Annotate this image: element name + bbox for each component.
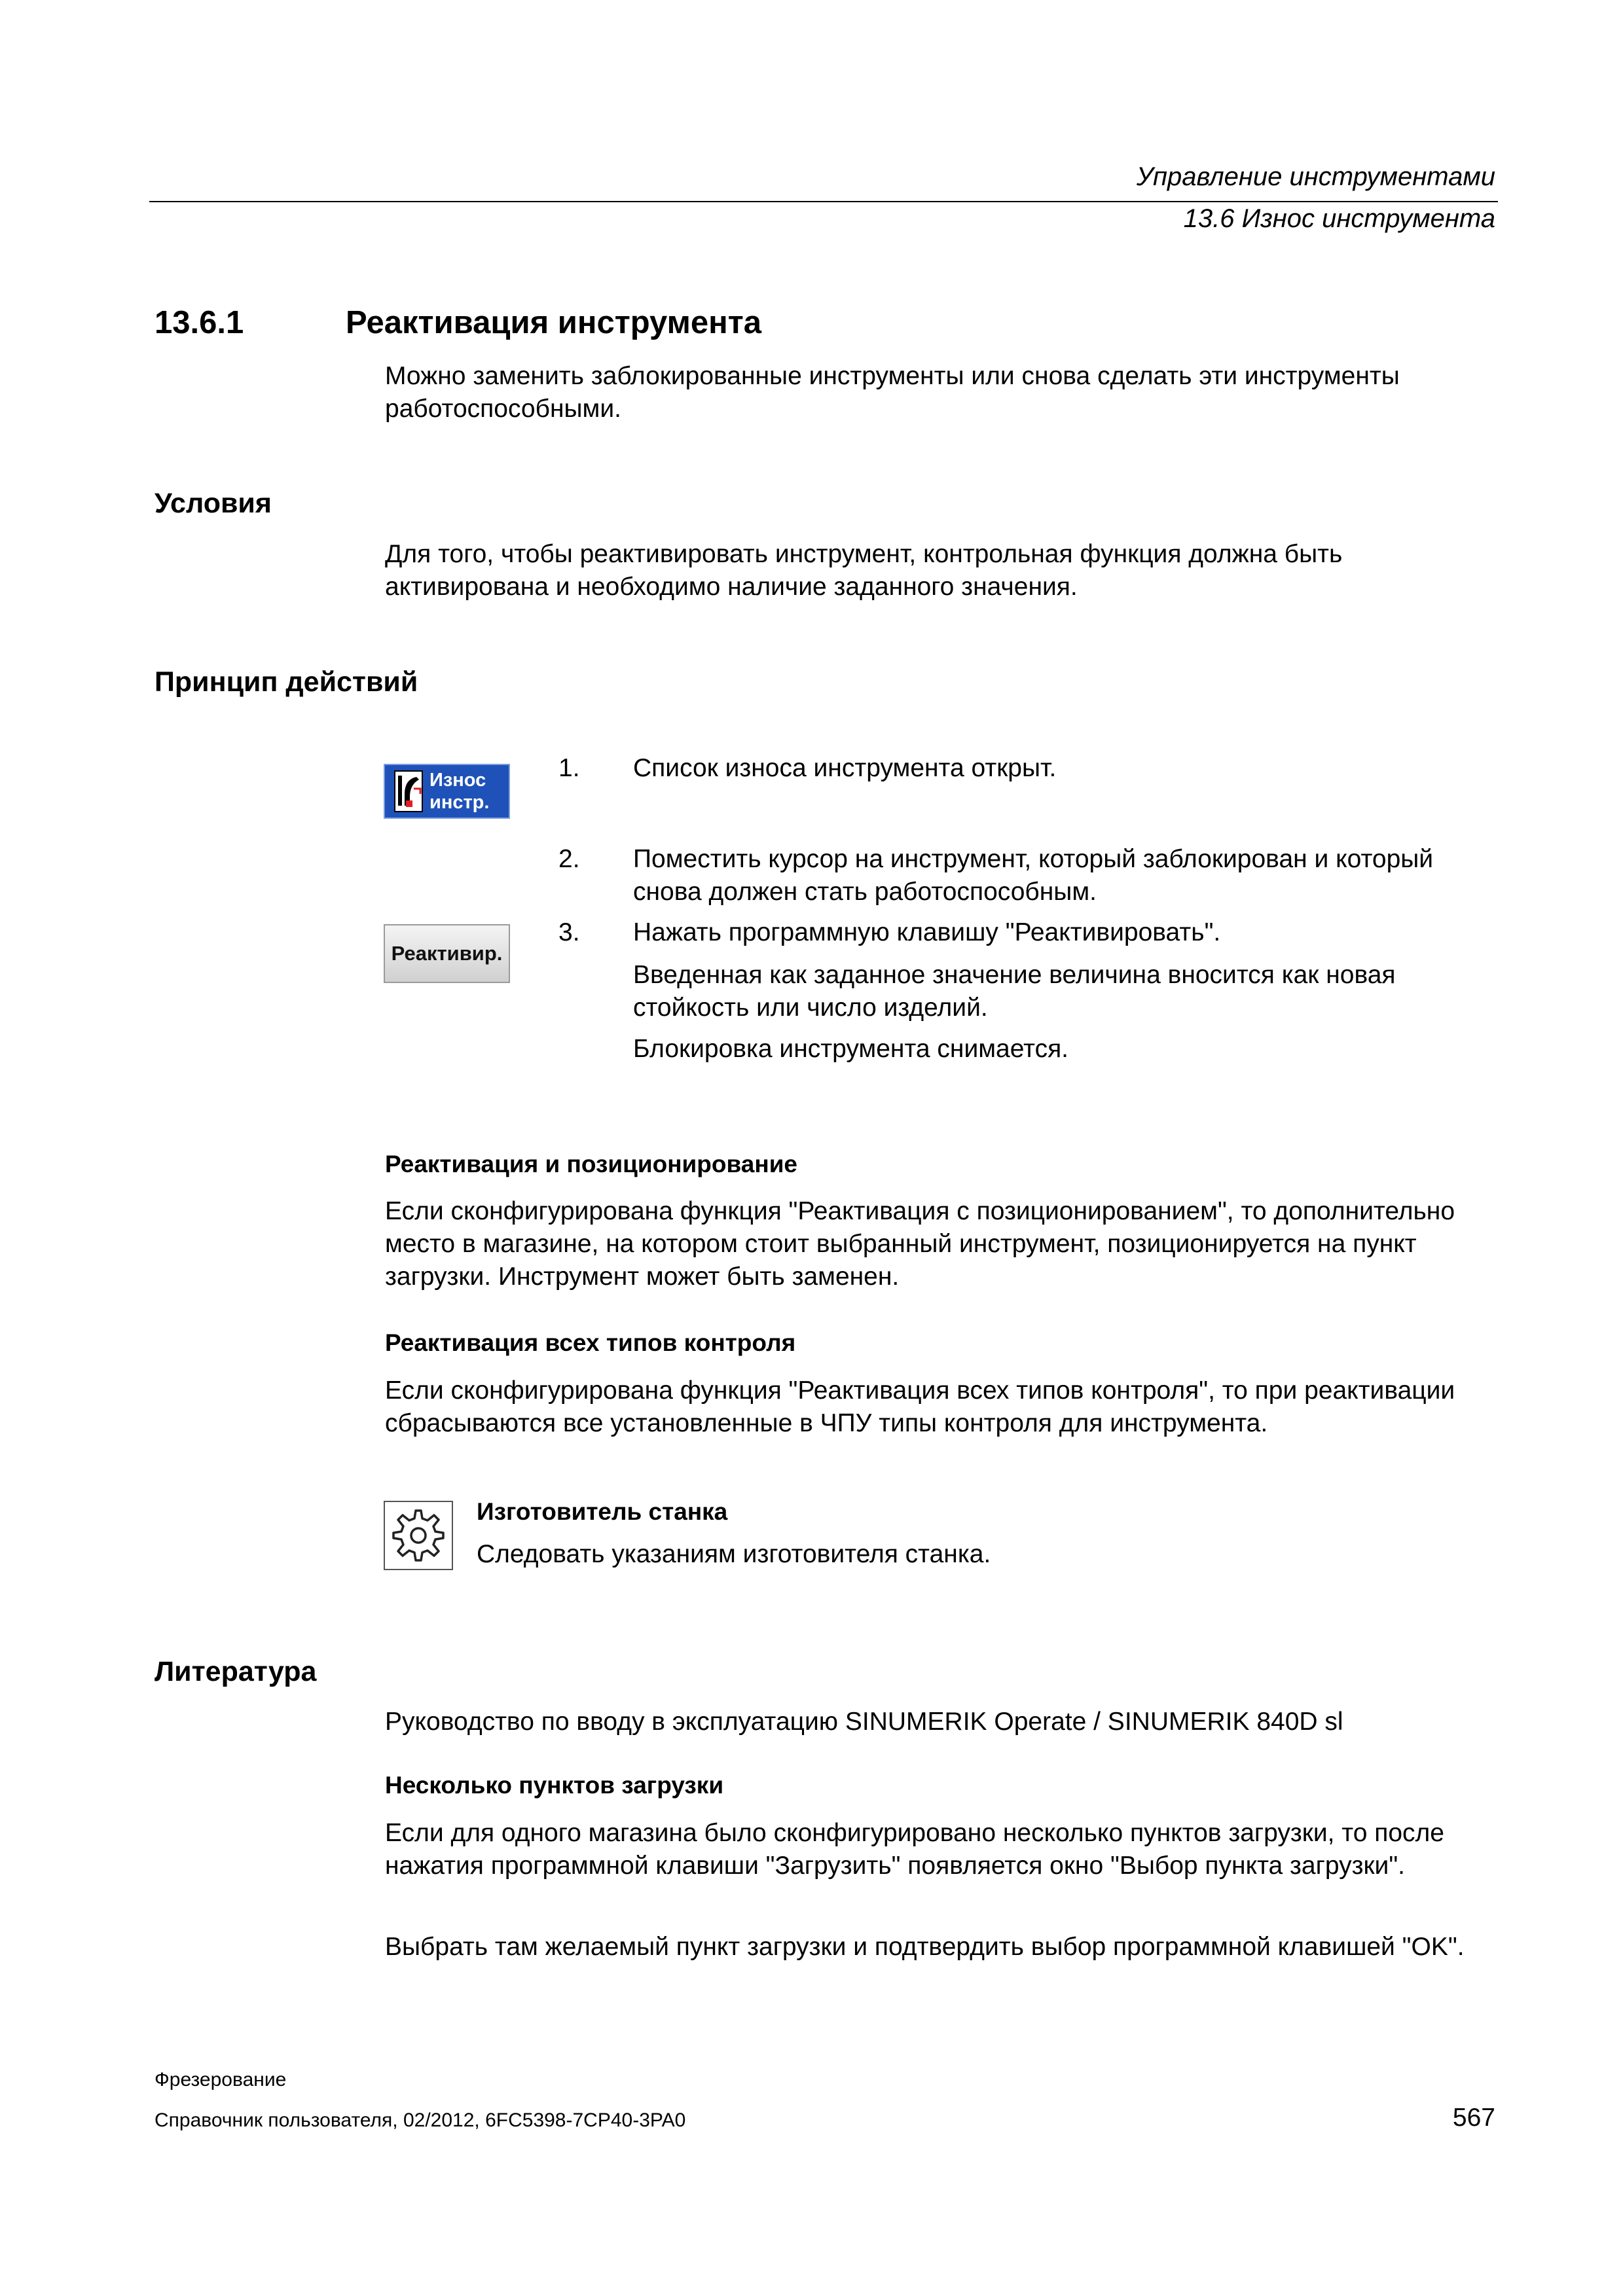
step-2-number: 2. <box>558 845 580 873</box>
loading-points-text-1: Если для одного магазина было сконфигурировано несколько пунктов загрузки, то после нажатия программной клавиши "Загрузить" появляется окно "Выбор пункта загрузки". <box>385 1819 1444 1880</box>
loading-points-title: Несколько пунктов загрузки <box>385 1772 724 1799</box>
conditions-title: Условия <box>155 488 272 519</box>
softkey-wear-label-line1: Износ <box>429 770 486 791</box>
softkey-tool-wear <box>384 764 510 819</box>
section-number: 13.6.1 <box>155 305 244 340</box>
step-3-note-1: Введенная как заданное значение величина вносится как новая стойкость или число изделий. <box>633 961 1396 1022</box>
loading-points-text-2: Выбрать там желаемый пункт загрузки и подтвердить выбор программной клавишей "OK". <box>385 1933 1465 1961</box>
softkey-reactivate: Реактивир. <box>384 924 510 983</box>
step-3-note-2: Блокировка инструмента снимается. <box>633 1035 1069 1063</box>
section-intro: Можно заменить заблокированные инструменты или снова сделать эти инструменты работоспособными. <box>385 362 1400 423</box>
tool-wear-icon <box>394 770 423 812</box>
step-1-text: Список износа инструмента открыт. <box>633 754 1057 782</box>
section-title: Реактивация инструмента <box>346 305 761 340</box>
reactivation-all-text: Если сконфигурирована функция "Реактивация всех типов контроля", то при реактивации сбрасываются все установленные в ЧПУ типы контроля для инструмента. <box>385 1376 1455 1437</box>
step-2-text: Поместить курсор на инструмент, который заблокирован и который снова должен стать работоспособным. <box>633 845 1434 906</box>
conditions-text: Для того, чтобы реактивировать инструмент, контрольная функция должна быть активирована и необходимо наличие заданного значения. <box>385 540 1343 601</box>
running-header-chapter: Управление инструментами <box>1136 162 1495 191</box>
reactivation-all-title: Реактивация всех типов контроля <box>385 1329 796 1356</box>
softkey-wear-label-line2: инстр. <box>429 792 490 813</box>
machine-maker-text: Следовать указаниям изготовителя станка. <box>477 1540 991 1568</box>
running-header-section: 13.6 Износ инструмента <box>1183 204 1495 233</box>
footer-product: Фрезерование <box>155 2069 287 2090</box>
step-1-number: 1. <box>558 754 580 782</box>
procedure-title: Принцип действий <box>155 666 418 698</box>
machine-maker-title: Изготовитель станка <box>477 1498 728 1525</box>
reactivation-positioning-title: Реактивация и позиционирование <box>385 1151 798 1177</box>
step-3-text: Нажать программную клавишу "Реактивировать". <box>633 918 1221 946</box>
literature-title: Литература <box>155 1656 317 1687</box>
literature-text: Руководство по вводу в эксплуатацию SINUMERIK Operate / SINUMERIK 840D sl <box>385 1708 1343 1736</box>
reactivation-positioning-text: Если сконфигурирована функция "Реактивация с позиционированием", то дополнительно место в магазине, на котором стоит выбранный инструмент, позиционируется на пункт загрузки. Инструмент может быть заменен. <box>385 1197 1455 1291</box>
gear-icon <box>387 1504 450 1567</box>
page-number: 567 <box>1452 2104 1495 2132</box>
step-3-number: 3. <box>558 918 580 946</box>
footer-manual-info: Справочник пользователя, 02/2012, 6FC5398-7CP40-3PA0 <box>155 2109 686 2131</box>
machine-maker-icon-box <box>384 1501 453 1570</box>
header-rule <box>149 201 1498 202</box>
